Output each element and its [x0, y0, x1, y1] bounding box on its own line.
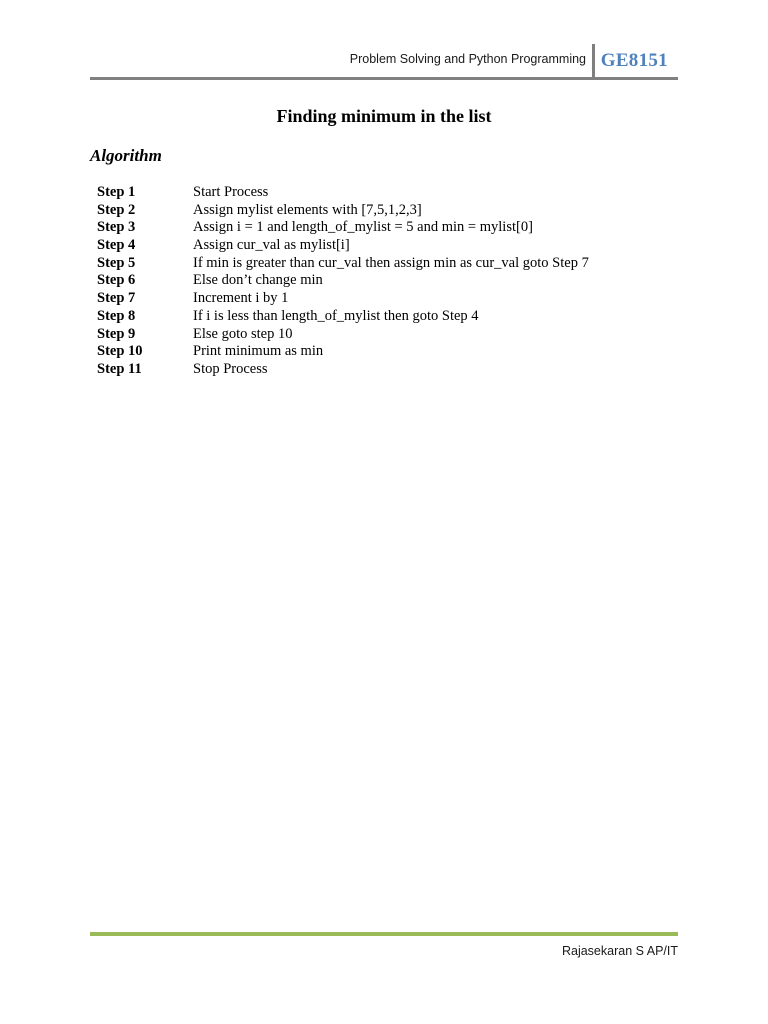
step-text: If i is less than length_of_mylist then goto Step 4	[193, 307, 479, 324]
header-divider	[592, 44, 595, 78]
step-label: Step 9	[97, 325, 136, 342]
algorithm-steps	[97, 184, 657, 379]
footer-author: Rajasekaran S AP/IT	[561, 944, 678, 958]
course-title: Problem Solving and Python Programming	[349, 52, 586, 66]
step-text: Assign cur_val as mylist[i]	[193, 237, 350, 254]
page-header	[90, 44, 678, 78]
step-row	[97, 219, 657, 237]
step-label: Step 1	[97, 184, 136, 200]
step-label: Step 11	[97, 360, 142, 377]
step-text: Assign mylist elements with [7,5,1,2,3]	[193, 201, 422, 218]
step-text: Else don’t change min	[193, 272, 323, 289]
step-label: Step 7	[97, 290, 136, 307]
step-row	[97, 326, 657, 344]
page-title: Finding minimum in the list	[276, 106, 492, 126]
step-row	[97, 237, 657, 255]
section-heading: Algorithm	[90, 146, 162, 165]
step-text: Else goto step 10	[193, 325, 293, 342]
step-row	[97, 202, 657, 220]
step-text: If min is greater than cur_val then assign min as cur_val goto Step 7	[193, 254, 589, 271]
step-row	[97, 361, 657, 379]
step-row	[97, 184, 657, 202]
step-text: Print minimum as min	[193, 343, 324, 360]
step-text: Increment i by 1	[193, 290, 289, 307]
step-row	[97, 255, 657, 273]
step-label: Step 8	[97, 307, 136, 324]
step-label: Step 5	[97, 254, 136, 271]
footer-rule	[90, 932, 678, 936]
step-row	[97, 343, 657, 361]
step-text: Assign i = 1 and length_of_mylist = 5 and min = mylist[0]	[193, 219, 533, 236]
step-label: Step 4	[97, 237, 136, 254]
step-row	[97, 290, 657, 308]
step-label: Step 3	[97, 219, 136, 236]
step-text: Start Process	[193, 184, 269, 200]
step-row	[97, 308, 657, 326]
step-label: Step 2	[97, 201, 136, 218]
course-code: GE8151	[600, 50, 668, 71]
header-rule	[90, 77, 678, 80]
step-label: Step 10	[97, 343, 143, 360]
step-text: Stop Process	[193, 360, 268, 377]
step-label: Step 6	[97, 272, 136, 289]
step-row	[97, 272, 657, 290]
